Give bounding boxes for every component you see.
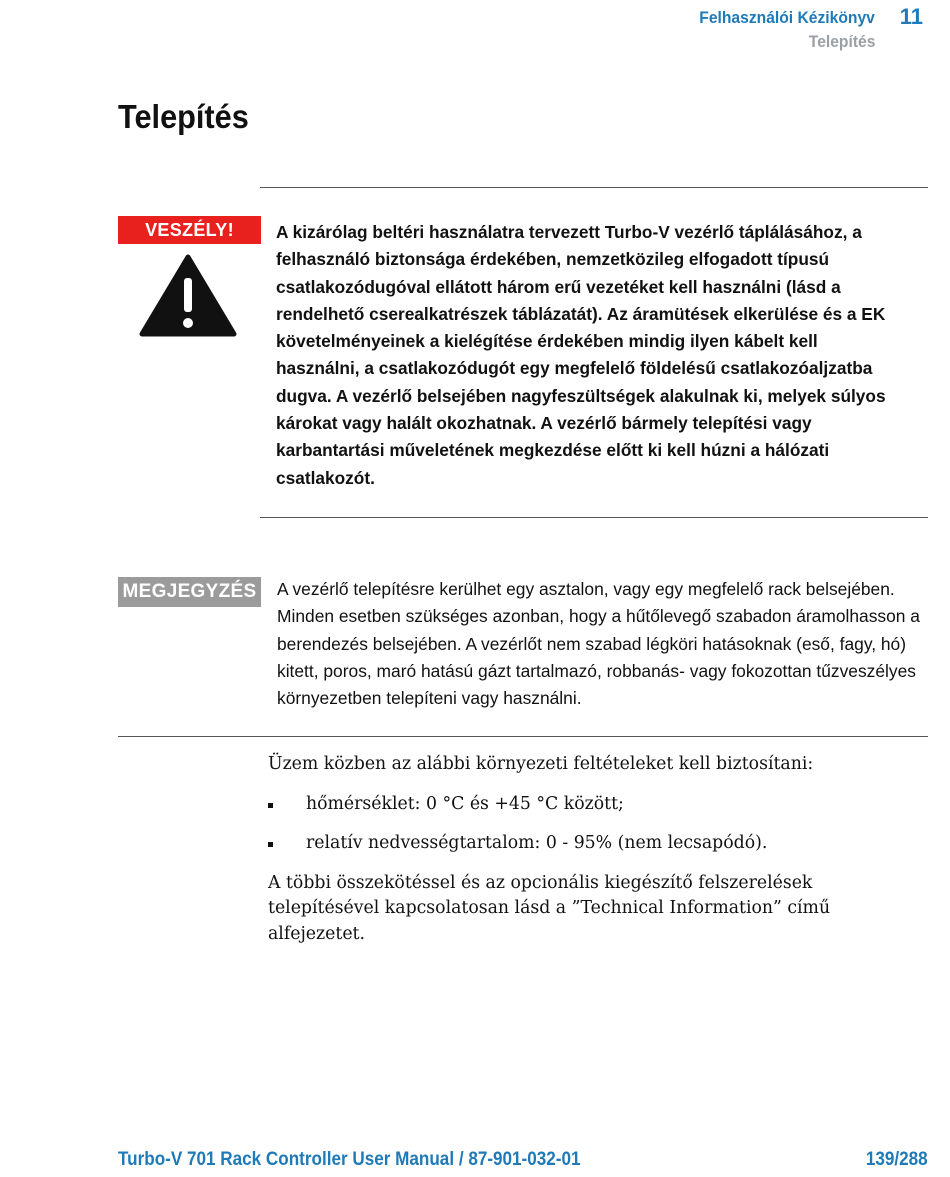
danger-badge: VESZÉLY! — [118, 216, 261, 244]
list-item-text: relatív nedvességtartalom: 0 - 95% (nem lecsapódó). — [306, 833, 768, 853]
note-badge: MEGJEGYZÉS — [118, 577, 261, 607]
list-item — [268, 792, 888, 818]
bullet-icon — [268, 803, 273, 808]
divider-danger-bottom — [260, 517, 928, 518]
manual-title: Felhasználói Kézikönyv — [699, 8, 875, 27]
footer-document-title: Turbo-V 701 Rack Controller User Manual / 87-901-032-01 — [118, 1149, 581, 1170]
page-title: Telepítés — [118, 98, 249, 135]
list-item — [268, 831, 888, 857]
body-text — [268, 752, 888, 947]
list-item-text: hőmérséklet: 0 °C és +45 °C között; — [306, 793, 624, 814]
note-text: A vezérlő telepítésre kerülhet egy asztalon, vagy egy megfelelő rack belsejében. Minden esetben szükséges azonban, hogy a hűtőlevegő szabadon áramolhasson a berendezés belsejében. A vezérlőt nem szabad légköri hatásoknak (eső, fagy, hó) kitett, poros, maró hatású gázt tartalmazó, robbanás- vagy fokozottan tűzveszélyes környezetben telepíteni vagy használni. — [277, 579, 920, 709]
divider-note-bottom — [118, 736, 928, 737]
warning-triangle-icon — [139, 254, 237, 338]
footer-page-number: 139/288 — [866, 1149, 928, 1170]
section-name: Telepítés — [808, 32, 875, 51]
conditions-intro: Üzem közben az alábbi környezeti feltételeket kell biztosítani: — [268, 754, 814, 774]
conditions-list — [268, 792, 888, 857]
closing-paragraph: A többi összekötéssel és az opcionális kiegészítő felszerelések telepítésével kapcsolatosan lásd a ”Technical Information” című alfejezetet. — [268, 872, 831, 944]
danger-text: A kizárólag beltéri használatra tervezett Turbo-V vezérlő táplálásához, a felhasználó biztonsága érdekében, nemzetközileg elfogadott típusú csatlakozódugóval ellátott három erű vezetéket kell használni (lásd a rendelhető cserealkatrészek táblázatát). Az áramütések elkerülése és a EK követelményeinek a kielégítése érdekében mindig ilyen kábelt kell használni, a csatlakozódugót egy megfelelő földelésű csatlakozóaljzatba dugva. A vezérlő belsejében nagyfeszültségek alakulnak ki, melyek súlyos károkat vagy halált okozhatnak. A vezérlő bármely telepítési vagy karbantartási műveletének megkezdése előtt ki kell húzni a hálózati csatlakozót. — [276, 222, 886, 488]
chapter-number: 11 — [899, 4, 923, 29]
bullet-icon — [268, 842, 273, 847]
divider-top — [260, 187, 928, 188]
